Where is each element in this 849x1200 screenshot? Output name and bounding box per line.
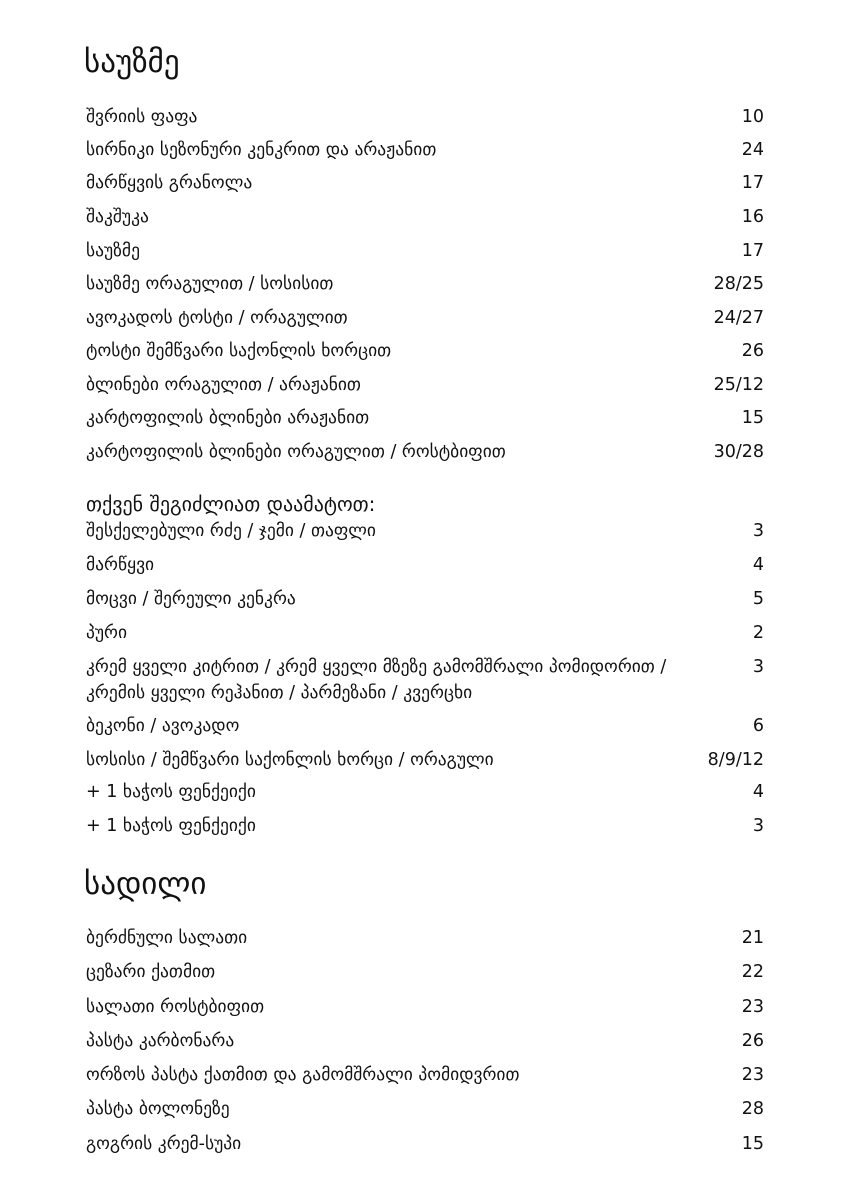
menu-item-name: კარტოფილის ბლინები არაჟანით (86, 408, 370, 428)
addon-item-price: 2 (752, 623, 764, 643)
menu-item-price: 21 (741, 928, 764, 948)
menu-item-price: 15 (741, 408, 764, 428)
menu-item-name: მარწყვის გრანოლა (86, 173, 253, 193)
addon-item-price: 5 (752, 589, 764, 609)
addon-item-name: + 1 ხაჭოს ფენქეიქი (86, 782, 256, 802)
addon-item-price: 8/9/12 (707, 750, 764, 770)
menu-item-name: ორზოს პასტა ქათმით და გამომშრალი პომიდვრით (86, 1065, 520, 1085)
menu-item-name: კარტოფილის ბლინები ორაგულით / როსტბიფით (86, 442, 506, 462)
menu-item-name: შვრიის ფაფა (86, 107, 198, 127)
menu-item-price: 17 (741, 241, 764, 261)
menu-item-name: პასტა ბოლონეზე (86, 1099, 230, 1119)
menu-item-price: 26 (741, 1031, 764, 1051)
menu-item-name: ბერძნული სალათი (86, 928, 248, 948)
menu-item-name: შაკშუკა (86, 207, 149, 227)
menu-item-name: ცეზარი ქათმით (86, 962, 216, 982)
menu-item-price: 28 (741, 1099, 764, 1119)
menu-item-name: ბლინები ორაგულით / არაჟანით (86, 375, 361, 395)
addon-item-name: ბეკონი / ავოკადო (86, 716, 240, 736)
menu-item-price: 23 (741, 1065, 764, 1085)
menu-item-price: 26 (741, 341, 764, 361)
addon-item-price: 3 (752, 521, 764, 541)
menu-item-name: გოგრის კრემ-სუპი (86, 1134, 242, 1154)
menu-item-name: საუზმე ორაგულით / სოსისით (86, 274, 334, 294)
addon-item-name: + 1 ხაჭოს ფენქეიქი (86, 816, 256, 836)
menu-item-name: ტოსტი შემწვარი საქონლის ხორცით (86, 341, 392, 361)
addon-item-name: სოსისი / შემწვარი საქონლის ხორცი / ორაგული (86, 750, 494, 770)
addon-item-price: 4 (752, 555, 764, 575)
addon-item-name: კრემ ყველი კიტრით / კრემ ყველი მზეზე გამომშრალი პომიდორით / კრემის ყველი რეჰანით / პარმეზანი / კვერცხი (86, 657, 667, 703)
breakfast-section-title: საუზმე (84, 44, 180, 80)
menu-item-price: 28/25 (713, 274, 764, 294)
menu-item-price: 17 (741, 173, 764, 193)
addon-item-price: 3 (752, 657, 764, 677)
menu-item-price: 24/27 (713, 308, 764, 328)
menu-item-name: სალათი როსტბიფით (86, 997, 265, 1017)
addon-item-price: 4 (752, 782, 764, 802)
menu-item-price: 30/28 (713, 442, 764, 462)
addon-item-name: შესქელებული რძე / ჯემი / თაფლი (86, 521, 376, 541)
menu-item-price: 10 (741, 107, 764, 127)
addon-item-price: 3 (752, 816, 764, 836)
menu-item-price: 25/12 (713, 375, 764, 395)
menu-item-name: საუზმე (86, 241, 140, 261)
menu-item-price: 23 (741, 997, 764, 1017)
menu-item-price: 22 (741, 962, 764, 982)
menu-item-price: 15 (741, 1134, 764, 1154)
menu-item-name: სირნიკი სეზონური კენკრით და არაჟანით (86, 140, 437, 160)
menu-item-name: ავოკადოს ტოსტი / ორაგულით (86, 308, 348, 328)
lunch-section-title: სადილი (84, 866, 207, 902)
addons-heading: თქვენ შეგიძლიათ დაამატოთ: (86, 492, 376, 516)
addon-item-name: მარწყვი (86, 555, 155, 575)
addon-item-name: პური (86, 623, 128, 643)
addon-item-name: მოცვი / შერეული კენკრა (86, 589, 296, 609)
addon-item-price: 6 (752, 716, 764, 736)
menu-item-price: 16 (741, 207, 764, 227)
menu-item-price: 24 (741, 140, 764, 160)
menu-item-name: პასტა კარბონარა (86, 1031, 235, 1051)
